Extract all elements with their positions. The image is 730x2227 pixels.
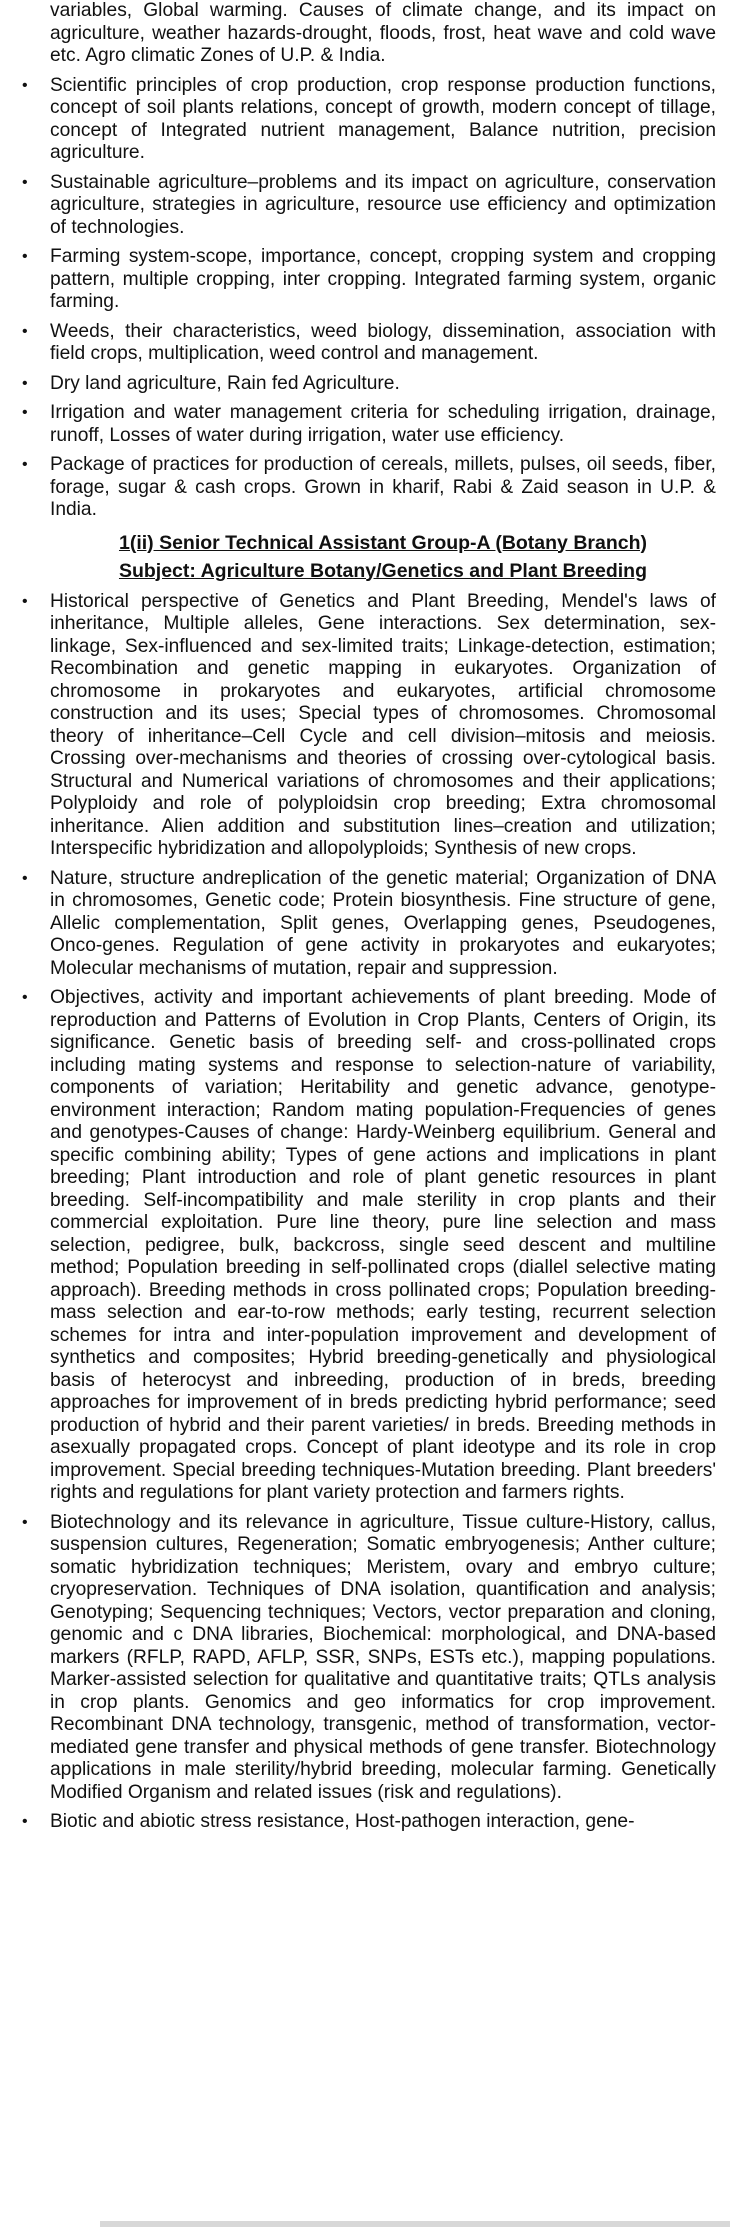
list-item	[20, 1811, 716, 1834]
bullet-icon: •	[22, 322, 28, 340]
list-item-text: Farming system-scope, importance, concept, cropping system and cropping pattern, multiple cropping, inter cropping. Integrated farming system, organic farming.	[50, 246, 716, 312]
list-item	[20, 454, 716, 522]
section-heading: 1(ii) Senior Technical Assistant Group-A (Botany Branch)	[118, 531, 647, 554]
list-item	[20, 321, 716, 366]
bullet-icon: •	[22, 869, 28, 887]
list-item	[20, 172, 716, 240]
list-item-text: Scientific principles of crop production, crop response production functions, concept of soil plants relations, concept of growth, modern concept of tillage, concept of Integrated nutrient management, Balance nutrition, precision agriculture.	[50, 74, 716, 163]
list-item	[20, 1512, 716, 1805]
list-item-text: Sustainable agriculture–problems and its impact on agriculture, conservation agriculture, strategies in agriculture, resource use efficiency and optimization of technologies.	[50, 171, 716, 238]
bullet-icon: •	[22, 248, 28, 265]
subject-heading: Subject: Agriculture Botany/Genetics and Plant Breeding	[118, 559, 648, 582]
list-item	[20, 246, 716, 314]
intro-continuation: variables, Global warming. Causes of climate change, and its impact on agriculture, weather hazards-drought, floods, frost, heat wave and cold wave etc. Agro climatic Zones of U.P. & India.	[50, 0, 716, 66]
list-item	[20, 591, 716, 861]
bullet-icon: •	[22, 1513, 28, 1531]
bullet-icon: •	[22, 76, 28, 94]
bullet-icon: •	[22, 456, 28, 473]
list-item	[20, 373, 716, 396]
list-item	[20, 75, 716, 165]
list-item-text: Biotic and abiotic stress resistance, Host-pathogen interaction, gene-	[50, 1811, 635, 1832]
bullet-icon: •	[22, 1813, 28, 1830]
list-item	[20, 402, 716, 447]
bullet-icon: •	[22, 173, 28, 191]
bullet-icon: •	[22, 989, 28, 1006]
agronomy-topic-list	[20, 75, 716, 522]
genetics-topic-list	[20, 591, 716, 1834]
list-item-text: Biotechnology and its relevance in agriculture, Tissue culture-History, callus, suspension cultures, Regeneration; Somatic embryogenesis; Anther culture; somatic hybridization techniques; Meristem, ovary and embryo culture; cryopreservation. Techniques of DNA isolation, quantification and analysis; Genotyping; Sequencing techniques; Vectors, vector preparation and cloning, genomic and c DNA libraries, Biochemical: morphological, and DNA-based markers (RFLP, RAPD, AFLP, SSR, SNPs, ESTs etc.), mapping populations. Marker-assisted selection for qualitative and quantitative traits; QTLs analysis in crop plants. Genomics and geo informatics for crop improvement. Recombinant DNA technology, transgenic, method of transformation, vector-mediated gene transfer and physical methods of gene transfer. Biotechnology applications in male sterility/hybrid breeding, molecular farming. Genetically Modified Organism and related issues (risk and regulations).	[50, 1511, 716, 1803]
bullet-icon: •	[22, 592, 28, 610]
page-edge-divider	[100, 2221, 730, 2227]
list-item-text: Historical perspective of Genetics and Plant Breeding, Mendel's laws of inheritance, Multiple alleles, Gene interactions. Sex determination, sex-linkage, Sex-influenced and sex-limited traits; Linkage-detection, estimation; Recombination and genetic mapping in eukaryotes. Organization of chromosome in prokaryotes and eukaryotes, artificial chromosome construction and its uses; Special types of chromosomes. Chromosomal theory of inheritance–Cell Cycle and cell division–mitosis and meiosis. Crossing over-mechanisms and theories of crossing over-cytological basis. Structural and Numerical variations of chromosomes and their applications; Polyploidy and role of polyploidsin crop breeding; Extra chromosomal inheritance. Alien addition and substitution lines–creation and utilization; Interspecific hybridization and allopolyploids; Synthesis of new crops.	[50, 590, 716, 859]
list-item-text: Package of practices for production of cereals, millets, pulses, oil seeds, fiber, forage, sugar & cash crops. Grown in kharif, Rabi & Zaid season in U.P. & India.	[50, 454, 716, 520]
list-item-text: Dry land agriculture, Rain fed Agriculture.	[50, 372, 400, 394]
list-item-text: Weeds, their characteristics, weed biology, dissemination, association with field crops, multiplication, weed control and management.	[50, 320, 716, 364]
syllabus-page	[20, 0, 716, 1834]
bullet-icon: •	[22, 404, 28, 421]
list-item-text: Nature, structure andreplication of the genetic material; Organization of DNA in chromosomes, Genetic code; Protein biosynthesis. Fine structure of gene, Allelic complementation, Split genes, Overlapping genes, Pseudogenes, Onco-genes. Regulation of gene activity in prokaryotes and eukaryotes; Molecular mechanisms of mutation, repair and suppression.	[50, 867, 716, 979]
list-item-text: Objectives, activity and important achievements of plant breeding. Mode of reproduction and Patterns of Evolution in Crop Plants, Centers of Origin, its significance. Genetic basis of breeding self- and cross-pollinated crops including mating systems and response to selection-nature of variability, components of variation; Heritability and genetic advance, genotype-environment interaction; Random mating population-Frequencies of genes and genotypes-Causes of change: Hardy-Weinberg equilibrium. General and specific combining ability; Types of gene actions and implications in plant breeding; Plant introduction and role of plant genetic resources in plant breeding. Self-incompatibility and male sterility in crop plants and their commercial exploitation. Pure line theory, pure line selection and mass selection, pedigree, bulk, backcross, single seed descent and multiline method; Population breeding in self-pollinated crops (diallel selective mating approach). Breeding methods in cross pollinated crops; Population breeding-mass selection and ear-to-row methods; early testing, recurrent selection schemes for intra and inter-population improvement and development of synthetics and composites; Hybrid breeding-genetically and physiological basis of heterocyst and inbreeding, production of in breds, breeding approaches for improvement of in breds predicting hybrid performance; seed production of hybrid and their parent varieties/ in breds. Breeding methods in asexually propagated crops. Concept of plant ideotype and its role in crop improvement. Special breeding techniques-Mutation breeding. Plant breeders' rights and regulations for plant variety protection and farmers rights.	[50, 987, 716, 1503]
list-item-text: Irrigation and water management criteria for scheduling irrigation, drainage, runoff, Losses of water during irrigation, water use efficiency.	[50, 402, 716, 446]
bullet-icon: •	[22, 374, 28, 392]
list-item	[20, 868, 716, 981]
list-item	[20, 987, 716, 1505]
